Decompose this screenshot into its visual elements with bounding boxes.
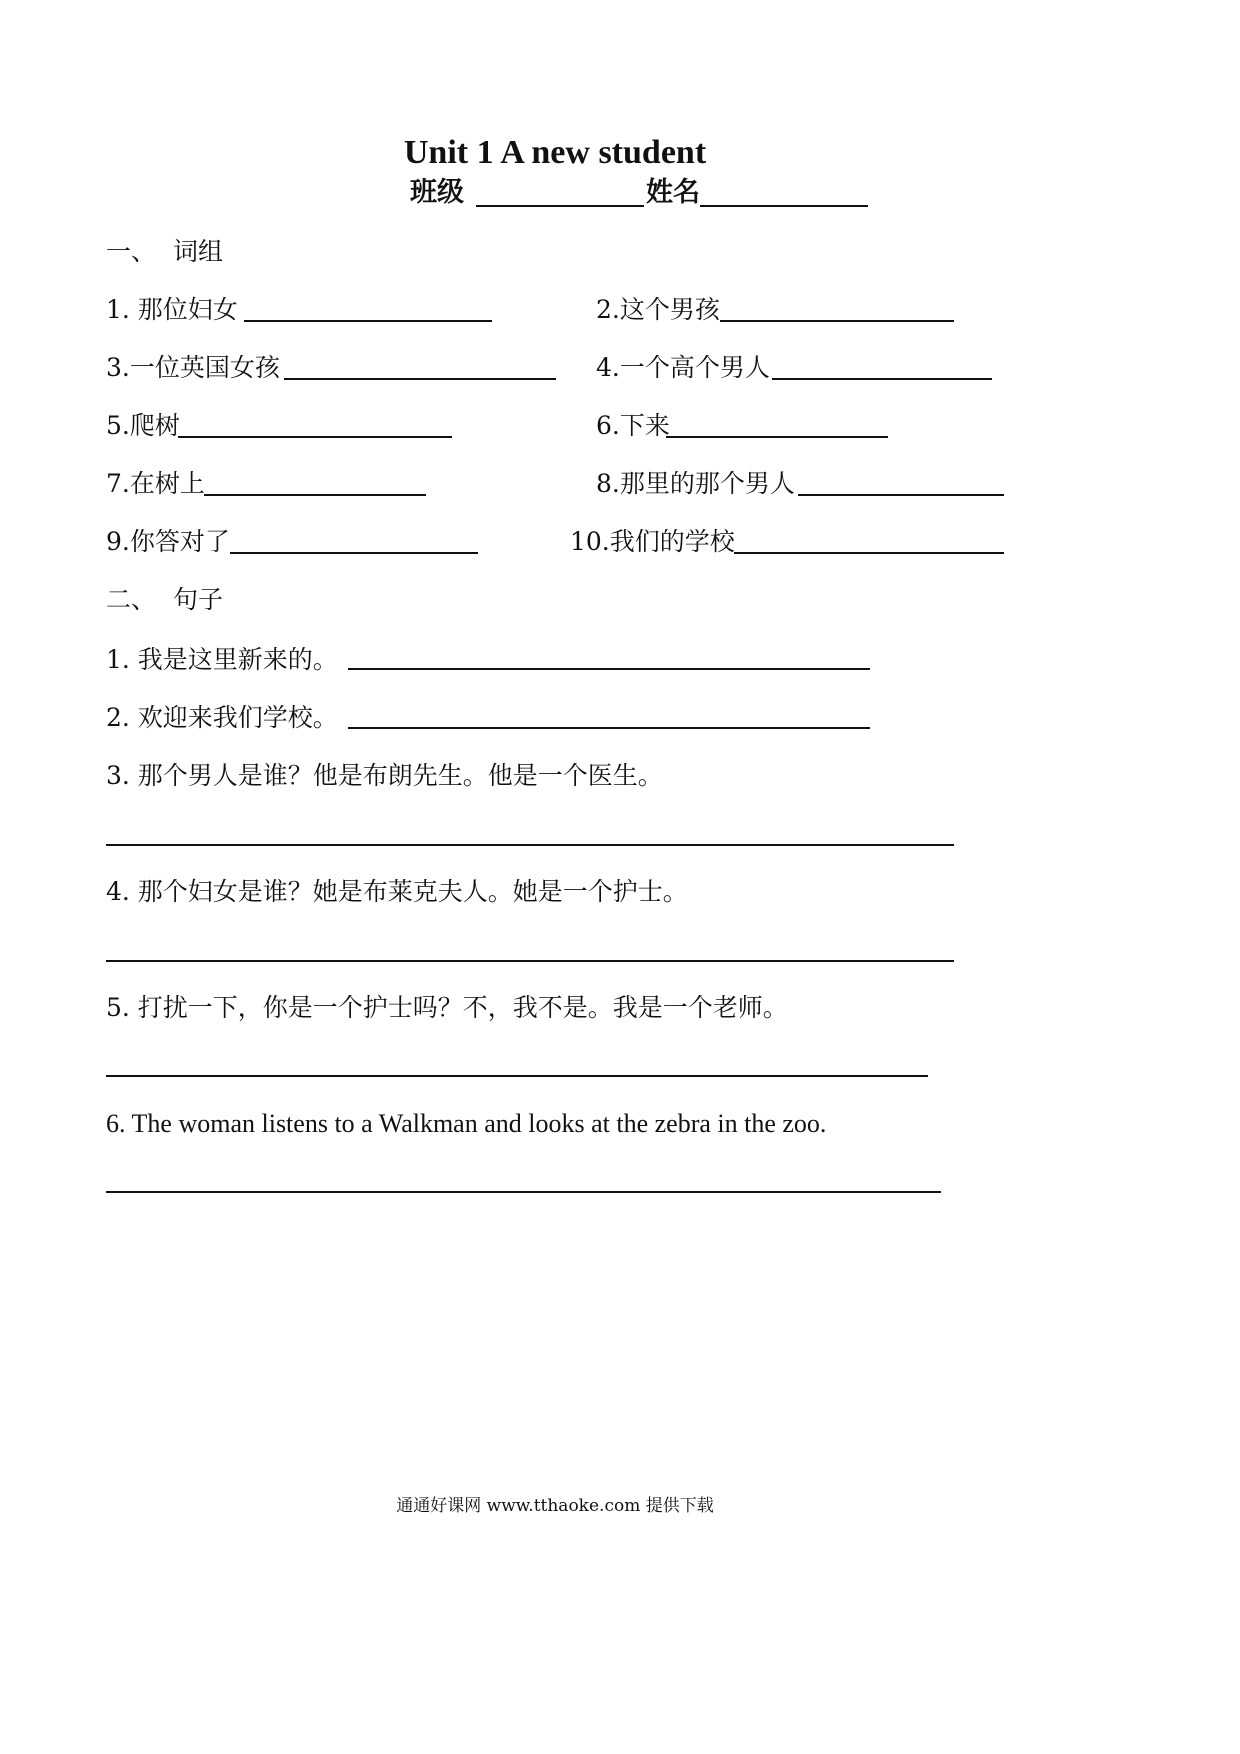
phrase-item-1: 1. 那位妇女 (106, 295, 238, 324)
phrase-blank-6[interactable] (666, 436, 888, 438)
phrase-item-3: 3.一位英国女孩 (106, 353, 280, 382)
sentence-item-5: 5. 打扰一下，你是一个护士吗？不，我不是。我是一个老师。 (106, 993, 788, 1022)
sentence-blank-2[interactable] (348, 727, 870, 729)
phrase-item-8: 8.那里的那个男人 (596, 469, 795, 498)
phrase-item-4: 4.一个高个男人 (596, 353, 770, 382)
sentence-blank-5[interactable] (106, 1075, 928, 1077)
sentence-blank-4[interactable] (106, 960, 954, 962)
section2-number: 二、 (106, 585, 157, 614)
phrase-blank-1[interactable] (244, 320, 492, 322)
section1-number: 一、 (106, 237, 157, 266)
sentence-item-2: 2. 欢迎来我们学校。 (106, 703, 338, 732)
phrase-blank-7[interactable] (204, 494, 426, 496)
name-blank[interactable] (700, 205, 868, 207)
sentence-item-1: 1. 我是这里新来的。 (106, 645, 338, 674)
phrase-blank-4[interactable] (772, 378, 992, 380)
section1-heading: 词组 (173, 237, 224, 266)
phrase-blank-2[interactable] (720, 320, 954, 322)
sentence-item-4: 4. 那个妇女是谁？她是布莱克夫人。她是一个护士。 (106, 877, 688, 906)
phrase-item-10: 10.我们的学校 (570, 527, 735, 556)
page-footer: 通通好课网 www.tthaoke.com 提供下载 (396, 1496, 714, 1516)
class-blank[interactable] (476, 205, 644, 207)
phrase-blank-5[interactable] (178, 436, 452, 438)
phrase-blank-8[interactable] (798, 494, 1004, 496)
phrase-item-6: 6.下来 (596, 411, 670, 440)
phrase-blank-10[interactable] (734, 552, 1004, 554)
sentence-blank-6[interactable] (106, 1191, 941, 1193)
class-label: 班级 (410, 177, 464, 208)
phrase-blank-3[interactable] (284, 378, 556, 380)
sentence-blank-1[interactable] (348, 668, 870, 670)
sentence-item-6: 6. The woman listens to a Walkman and looks at the zebra in the zoo. (106, 1109, 827, 1138)
sentence-blank-3[interactable] (106, 844, 954, 846)
phrase-item-7: 7.在树上 (106, 469, 205, 498)
worksheet-title: Unit 1 A new student (403, 134, 707, 171)
phrase-item-2: 2.这个男孩 (596, 295, 720, 324)
phrase-item-9: 9.你答对了 (106, 527, 230, 556)
phrase-item-5: 5.爬树 (106, 411, 180, 440)
section2-heading: 句子 (173, 585, 224, 614)
sentence-item-3: 3. 那个男人是谁？他是布朗先生。他是一个医生。 (106, 761, 663, 790)
phrase-blank-9[interactable] (230, 552, 478, 554)
name-label: 姓名 (646, 177, 700, 208)
